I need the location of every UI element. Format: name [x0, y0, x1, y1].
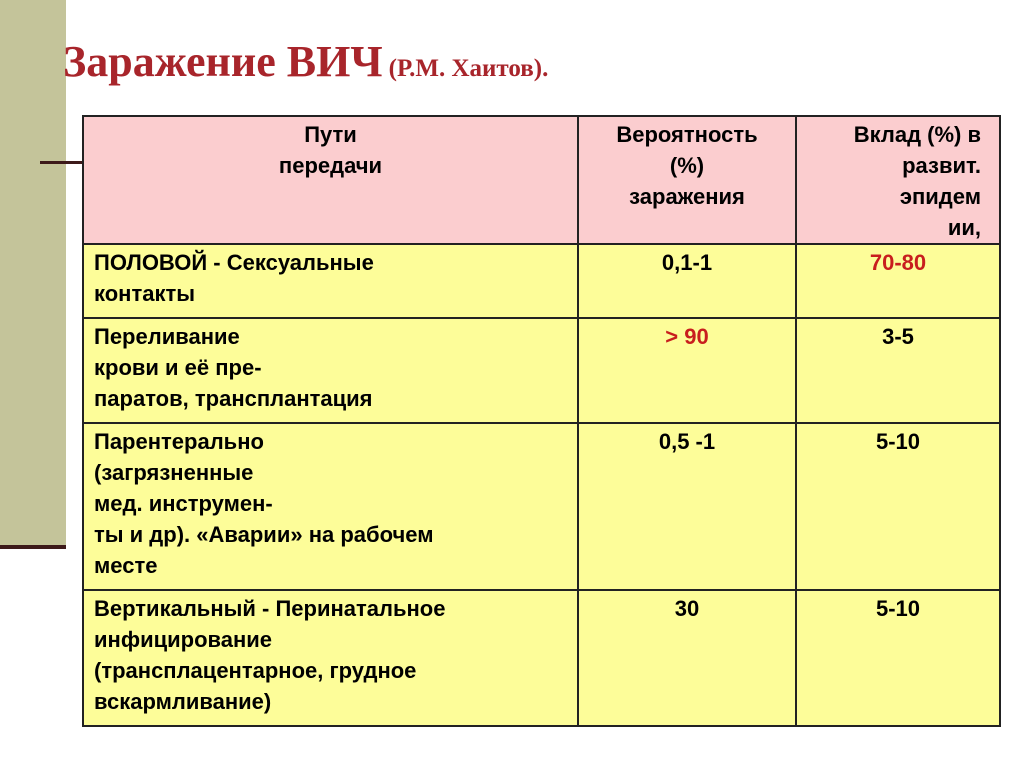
table-row — [83, 318, 1000, 423]
route-cell: ПОЛОВОЙ - Сексуальные контакты — [83, 244, 578, 318]
route-cell: Переливание крови и её пре- паратов, трансплантация — [83, 318, 578, 423]
probability-cell: 0,5 -1 — [578, 423, 796, 590]
decorative-side-bar — [0, 0, 66, 548]
header-probability: Вероятность (%) заражения — [578, 116, 796, 244]
contribution-cell: 5-10 — [796, 423, 1000, 590]
table-row — [83, 423, 1000, 590]
decorative-line-bottom — [0, 545, 66, 549]
decorative-line-top — [40, 161, 84, 164]
contribution-cell: 3-5 — [796, 318, 1000, 423]
transmission-table — [82, 115, 1001, 727]
contribution-cell: 5-10 — [796, 590, 1000, 726]
probability-cell: 0,1-1 — [578, 244, 796, 318]
header-route: Пути передачи — [83, 116, 578, 244]
slide-title — [63, 37, 549, 86]
table-row — [83, 244, 1000, 318]
title-main: Заражение ВИЧ — [63, 37, 383, 86]
contribution-cell: 70-80 — [796, 244, 1000, 318]
table-header-row — [83, 116, 1000, 244]
route-cell: Парентерально (загрязненные мед. инструмен- ты и др). «Аварии» на рабочем месте — [83, 423, 578, 590]
probability-cell: > 90 — [578, 318, 796, 423]
probability-cell: 30 — [578, 590, 796, 726]
header-contribution: Вклад (%) в развит. эпидем ии, — [796, 116, 1000, 244]
table-row — [83, 590, 1000, 726]
title-author: (Р.М. Хаитов). — [388, 55, 549, 82]
route-cell: Вертикальный - Перинатальное инфицирование (трансплацентарное, грудное вскармливание) — [83, 590, 578, 726]
